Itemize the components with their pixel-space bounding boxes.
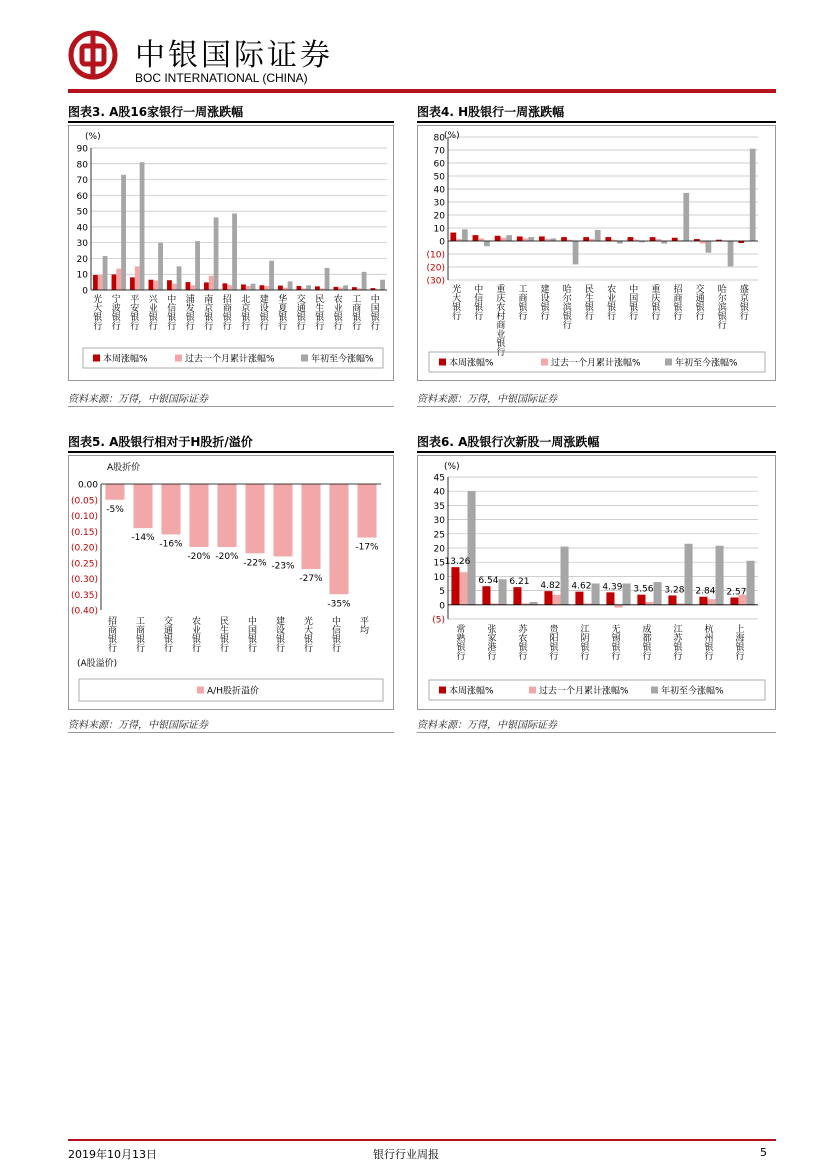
- chart4-legend-swatch: [665, 359, 672, 366]
- chart4-legend-label: 年初至今涨幅%: [675, 358, 738, 369]
- chart3-category-label: 农业银行: [331, 294, 342, 330]
- chart6-data-label: 2.57: [726, 587, 747, 598]
- chart5-bar: [189, 484, 208, 547]
- chart5-data-label: -20%: [187, 552, 211, 562]
- chart5-title: 图表5. A股银行相对于H股折/溢价: [68, 435, 253, 449]
- chart4-ytick: 60: [433, 159, 445, 170]
- chart6-bar: [482, 586, 490, 605]
- chart6-data-label: 3.28: [664, 585, 685, 596]
- chart6-category-label: 常熟银行: [454, 624, 465, 660]
- chart3-ytick: 80: [76, 160, 88, 171]
- chart3-bar: [223, 283, 228, 290]
- chart4-bar: [506, 235, 512, 241]
- chart6-bar: [747, 561, 755, 605]
- chart4-category-label: 建设银行: [538, 284, 549, 320]
- chart3-legend-label: 本周涨幅%: [103, 354, 148, 365]
- chart6-data-label: 3.56: [633, 584, 654, 595]
- chart3-bar: [172, 284, 177, 290]
- chart5-ytick: (0.15): [70, 527, 98, 538]
- chart5-ytick: (0.05): [70, 496, 98, 507]
- chart4-svg: [418, 126, 775, 380]
- chart6-category-label: 贵阳银行: [547, 624, 558, 660]
- chart3-title-rule: [68, 121, 394, 123]
- chart6-category-label: 上海银行: [733, 624, 744, 660]
- footer-date: 2019年10月13日: [68, 1148, 157, 1161]
- chart4-ytick: 10: [433, 224, 445, 235]
- chart3-bar: [297, 286, 302, 290]
- chart3-bar: [246, 286, 251, 290]
- chart4-bar: [500, 238, 506, 241]
- chart3-ylabel: (%): [85, 132, 101, 142]
- chart4-category-label: 招商银行: [671, 284, 682, 320]
- chart6-ytick: 30: [433, 516, 445, 527]
- chart3-bar: [112, 275, 117, 290]
- chart5-bar: [245, 484, 264, 553]
- chart3-legend-swatch: [93, 355, 100, 362]
- chart4-bar: [583, 237, 589, 241]
- chart4-bar: [517, 236, 523, 241]
- chart3-bar: [214, 217, 219, 290]
- chart4-source: 资料来源：万得，中银国际证券: [417, 394, 557, 405]
- chart5-category-label: 建设银行: [274, 616, 284, 652]
- chart3-ytick: 0: [82, 286, 88, 297]
- chart5-svg: [69, 456, 393, 709]
- brand-name-cn: 中银国际证券: [135, 38, 333, 73]
- chart3-category-label: 中信银行: [165, 294, 176, 330]
- chart4-ylabel: (%): [444, 131, 460, 141]
- chart5-ytick: (0.20): [70, 543, 98, 554]
- chart3-bar: [190, 285, 195, 290]
- chart5-category-label: 光大银行: [302, 616, 312, 652]
- chart3-legend-swatch: [301, 355, 308, 362]
- chart4-title: 图表4. H股银行一周涨跌幅: [417, 105, 565, 119]
- chart5-data-label: -5%: [106, 504, 124, 515]
- chart3-category-label: 北京银行: [239, 294, 250, 330]
- chart3-bar: [264, 286, 269, 290]
- chart6-source: 资料来源：万得，中银国际证券: [417, 720, 557, 731]
- chart6-bar: [451, 567, 459, 605]
- chart4: [417, 125, 776, 381]
- chart5-data-label: -27%: [299, 574, 323, 585]
- chart5-category-label: 平均: [358, 616, 368, 634]
- chart6-title: 图表6. A股银行次新股一周涨跌幅: [417, 435, 600, 449]
- chart6-bar: [614, 605, 622, 608]
- chart5-data-label: -14%: [131, 533, 155, 544]
- chart6-bar: [637, 595, 645, 605]
- chart3-ytick: 20: [76, 254, 88, 265]
- chart4-ytick: (10): [426, 250, 445, 261]
- chart3-legend-label: 年初至今涨幅%: [311, 354, 374, 365]
- chart6-source-rule: [417, 732, 776, 733]
- chart5-bar: [217, 484, 236, 547]
- chart3-legend-label: 过去一个月累计涨幅%: [185, 354, 275, 365]
- chart5-bar: [161, 484, 180, 534]
- chart4-bar: [450, 233, 456, 241]
- chart4-bar: [528, 237, 534, 241]
- chart3-svg: [69, 126, 393, 380]
- chart4-bar: [750, 149, 756, 241]
- chart5-ytick: (0.10): [70, 512, 98, 522]
- chart4-bar: [650, 237, 656, 241]
- chart3-bar: [325, 268, 330, 290]
- chart6-bar: [499, 579, 507, 605]
- chart5-title-rule: [68, 451, 394, 453]
- footer-page-number: 5: [760, 1146, 767, 1159]
- chart6-data-label: 4.62: [571, 581, 592, 592]
- chart6-bar: [606, 592, 614, 604]
- chart3: [68, 125, 394, 381]
- chart3-source-rule: [68, 406, 394, 407]
- chart3-ytick: 70: [76, 176, 88, 187]
- chart4-bar: [495, 236, 501, 241]
- chart6-bar: [707, 599, 715, 605]
- chart3-category-label: 华夏银行: [276, 294, 287, 330]
- chart4-bar: [728, 241, 734, 266]
- chart3-bar: [334, 287, 339, 290]
- chart6-ytick: 45: [433, 473, 445, 484]
- chart5-category-label: 民生银行: [218, 616, 228, 652]
- chart6-ytick: 25: [433, 530, 445, 541]
- chart4-bar: [473, 235, 479, 241]
- chart5-category-label: 中国银行: [246, 616, 256, 652]
- brand-name-en: BOC INTERNATIONAL (CHINA): [135, 71, 308, 85]
- chart3-bar: [209, 276, 214, 290]
- chart3-bar: [315, 286, 320, 290]
- chart5-category-label: 中信银行: [330, 616, 340, 652]
- chart5-category-label: 交通银行: [162, 616, 172, 652]
- chart5-data-label: -17%: [355, 542, 379, 553]
- chart5-bar: [357, 484, 376, 538]
- chart5-bar: [301, 484, 320, 569]
- chart3-bar: [186, 282, 191, 290]
- footer-rule: [68, 1139, 776, 1141]
- chart3-ytick: 90: [76, 144, 88, 155]
- chart3-bar: [153, 281, 158, 290]
- chart6-ytick: 10: [433, 572, 445, 583]
- chart4-ytick: 40: [433, 185, 445, 196]
- chart3-ytick: 40: [76, 223, 88, 234]
- chart4-category-label: 哈尔滨银行: [715, 284, 726, 329]
- chart6-ylabel: (%): [444, 462, 460, 472]
- chart6-data-label: 6.21: [509, 577, 530, 588]
- chart5-legend-label: A/H股折溢价: [207, 686, 259, 697]
- chart4-category-label: 中信银行: [472, 284, 483, 320]
- chart4-legend-swatch: [541, 359, 548, 366]
- chart3-bar: [158, 243, 163, 290]
- chart4-bar: [573, 241, 579, 264]
- chart6-bar: [592, 584, 600, 605]
- chart3-ytick: 50: [76, 207, 88, 218]
- chart6-bar: [544, 591, 552, 605]
- chart4-bar: [706, 241, 712, 253]
- chart6-ytick: (5): [432, 615, 445, 626]
- chart5-ytick: (0.30): [70, 575, 98, 585]
- chart6-bar: [623, 584, 631, 605]
- chart3-bar: [241, 284, 246, 290]
- chart4-category-label: 光大银行: [450, 284, 461, 320]
- chart4-ytick: 30: [433, 198, 445, 209]
- chart5-data-label: -22%: [243, 558, 267, 569]
- chart3-bar: [149, 280, 154, 290]
- chart6-ytick: 0: [439, 601, 445, 612]
- chart4-category-label: 民生银行: [582, 284, 593, 320]
- chart4-legend-swatch: [439, 359, 446, 366]
- chart3-bar: [288, 281, 293, 290]
- chart5-bar: [133, 484, 152, 528]
- chart6-bar: [459, 572, 467, 605]
- chart3-bar: [140, 162, 145, 290]
- chart4-category-label: 交通银行: [693, 284, 704, 320]
- chart3-ytick: 60: [76, 191, 88, 202]
- chart4-bar: [484, 241, 490, 246]
- chart3-category-label: 光大银行: [91, 294, 102, 330]
- chart6-data-label: 6.54: [478, 576, 499, 587]
- chart3-bar: [195, 241, 200, 290]
- chart4-category-label: 盛京银行: [737, 284, 748, 320]
- chart5-ytick: (0.25): [70, 559, 98, 570]
- chart3-legend-swatch: [175, 355, 182, 362]
- chart3-category-label: 建设银行: [257, 294, 268, 330]
- chart6-legend-label: 年初至今涨幅%: [661, 686, 724, 697]
- chart4-legend-label: 本周涨幅%: [449, 358, 494, 369]
- chart6-bar: [513, 587, 521, 605]
- chart3-category-label: 宁波银行: [109, 294, 120, 330]
- chart4-bar: [683, 193, 689, 241]
- chart3-category-label: 工商银行: [350, 294, 361, 330]
- chart6-data-label: 13.26: [444, 557, 471, 568]
- chart6-category-label: 苏农银行: [516, 624, 527, 660]
- chart4-ytick: 70: [433, 146, 445, 157]
- chart3-bar: [380, 280, 385, 290]
- boc-logo-icon: [68, 30, 118, 80]
- chart6-ytick: 35: [433, 501, 445, 512]
- chart3-bar: [177, 266, 182, 290]
- chart5-data-label: -35%: [327, 599, 351, 610]
- chart6-ytick: 40: [433, 487, 445, 498]
- chart3-bar: [269, 261, 274, 290]
- chart5-xlabel: (A股溢价): [77, 659, 118, 669]
- chart6-category-label: 江阴银行: [578, 624, 589, 660]
- chart5-category-label: 招商银行: [106, 616, 116, 652]
- chart5-category-label: 农业银行: [190, 616, 200, 652]
- chart5-bar: [273, 484, 292, 556]
- chart4-ytick: 20: [433, 211, 445, 222]
- chart6-data-label: 4.82: [540, 581, 561, 592]
- header-rule: [68, 89, 776, 93]
- chart6-bar: [716, 546, 724, 605]
- chart6-category-label: 杭州银行: [702, 624, 713, 660]
- chart3-title: 图表3. A股16家银行一周涨跌幅: [68, 105, 244, 119]
- chart4-source-rule: [417, 406, 776, 407]
- chart5-bar: [329, 484, 348, 594]
- chart3-bar: [98, 275, 103, 290]
- chart3-bar: [204, 282, 209, 290]
- chart3-bar: [232, 213, 237, 290]
- chart3-bar: [167, 280, 172, 290]
- chart4-ytick: (30): [426, 276, 445, 287]
- chart3-bar: [362, 272, 367, 290]
- chart3-bar: [352, 287, 357, 290]
- chart3-bar: [130, 277, 135, 290]
- chart5-bar: [105, 484, 124, 500]
- chart3-bar: [227, 285, 232, 290]
- chart6-category-label: 无锡银行: [609, 624, 620, 660]
- chart6-legend-swatch: [439, 687, 446, 694]
- chart6-data-label: 2.84: [695, 586, 716, 597]
- chart6-bar: [561, 547, 569, 605]
- chart4-bar: [462, 229, 468, 241]
- chart6-legend-label: 本周涨幅%: [449, 686, 494, 697]
- chart3-ytick: 10: [76, 270, 88, 281]
- chart3-category-label: 平安银行: [128, 294, 139, 330]
- footer-report-name: 银行行业周报: [373, 1148, 439, 1161]
- chart4-category-label: 重庆银行: [649, 284, 660, 320]
- chart5-data-label: -23%: [271, 561, 295, 572]
- chart4-category-label: 重庆农村商业银行: [494, 284, 505, 356]
- chart6-bar: [575, 592, 583, 605]
- chart4-bar: [595, 230, 601, 241]
- chart4-bar: [628, 237, 634, 241]
- chart4-bar: [539, 236, 545, 241]
- chart6-bar: [668, 595, 676, 604]
- chart4-ytick: 80: [433, 133, 445, 144]
- chart4-ytick: (20): [426, 263, 445, 274]
- chart6-category-label: 成都银行: [640, 624, 651, 660]
- chart6-legend-swatch: [651, 687, 658, 694]
- chart4-legend-label: 过去一个月累计涨幅%: [551, 358, 641, 369]
- chart5-ylabel: A股折价: [107, 463, 141, 473]
- chart3-bar: [260, 285, 265, 290]
- chart3-bar: [93, 275, 98, 290]
- chart3-category-label: 中国银行: [368, 294, 379, 330]
- chart6-bar: [654, 582, 662, 605]
- chart4-category-label: 哈尔滨银行: [560, 284, 571, 329]
- chart6-ytick: 5: [439, 587, 445, 598]
- chart6-bar: [530, 602, 538, 605]
- chart5-source-rule: [68, 732, 394, 733]
- chart5-ytick: 0.00: [77, 480, 98, 491]
- chart6-ytick: 15: [433, 558, 445, 569]
- chart4-bar: [605, 237, 611, 241]
- chart3-bar: [278, 286, 283, 290]
- chart4-ytick: 0: [439, 237, 445, 248]
- chart3-category-label: 招商银行: [220, 294, 231, 330]
- chart3-bar: [103, 256, 108, 290]
- chart3-category-label: 交通银行: [294, 294, 305, 330]
- chart6: [417, 455, 776, 710]
- chart3-bar: [251, 284, 256, 290]
- chart3-source: 资料来源：万得，中银国际证券: [68, 394, 208, 405]
- chart5-data-label: -16%: [159, 539, 183, 550]
- chart4-category-label: 中国银行: [627, 284, 638, 320]
- chart5-legend-swatch: [197, 687, 204, 694]
- chart6-bar: [730, 598, 738, 605]
- chart5-ytick: (0.40): [70, 606, 98, 617]
- chart4-title-rule: [417, 121, 776, 123]
- chart3-bar: [135, 266, 140, 290]
- chart4-category-label: 农业银行: [605, 284, 616, 320]
- chart5-category-label: 工商银行: [134, 616, 144, 652]
- chart4-ytick: 50: [433, 172, 445, 183]
- chart3-category-label: 民生银行: [313, 294, 324, 330]
- chart6-bar: [468, 491, 476, 605]
- chart3-ytick: 30: [76, 239, 88, 250]
- chart6-bar: [685, 544, 693, 605]
- chart6-title-rule: [417, 451, 776, 453]
- chart6-legend-label: 过去一个月累计涨幅%: [539, 686, 629, 697]
- chart6-bar: [645, 602, 653, 605]
- chart4-bar: [672, 238, 678, 241]
- chart6-category-label: 张家港行: [485, 624, 496, 660]
- chart3-bar: [306, 285, 311, 290]
- chart6-bar: [552, 595, 560, 605]
- chart3-bar: [116, 269, 121, 290]
- chart6-data-label: 4.39: [602, 582, 623, 593]
- chart3-category-label: 兴业银行: [146, 294, 157, 330]
- chart5: [68, 455, 394, 710]
- chart6-category-label: 江苏银行: [671, 624, 682, 660]
- chart6-svg: [418, 456, 775, 709]
- chart3-bar: [121, 175, 126, 290]
- chart3-category-label: 南京银行: [202, 294, 213, 330]
- chart3-category-label: 浦发银行: [183, 294, 194, 330]
- chart5-data-label: -20%: [215, 552, 239, 562]
- chart4-category-label: 工商银行: [516, 284, 527, 320]
- chart3-bar: [343, 285, 348, 290]
- chart4-bar: [561, 237, 567, 241]
- chart5-ytick: (0.35): [70, 590, 98, 601]
- chart5-source: 资料来源：万得，中银国际证券: [68, 720, 208, 731]
- chart6-legend-swatch: [529, 687, 536, 694]
- chart6-ytick: 20: [433, 544, 445, 555]
- chart6-bar: [699, 597, 707, 605]
